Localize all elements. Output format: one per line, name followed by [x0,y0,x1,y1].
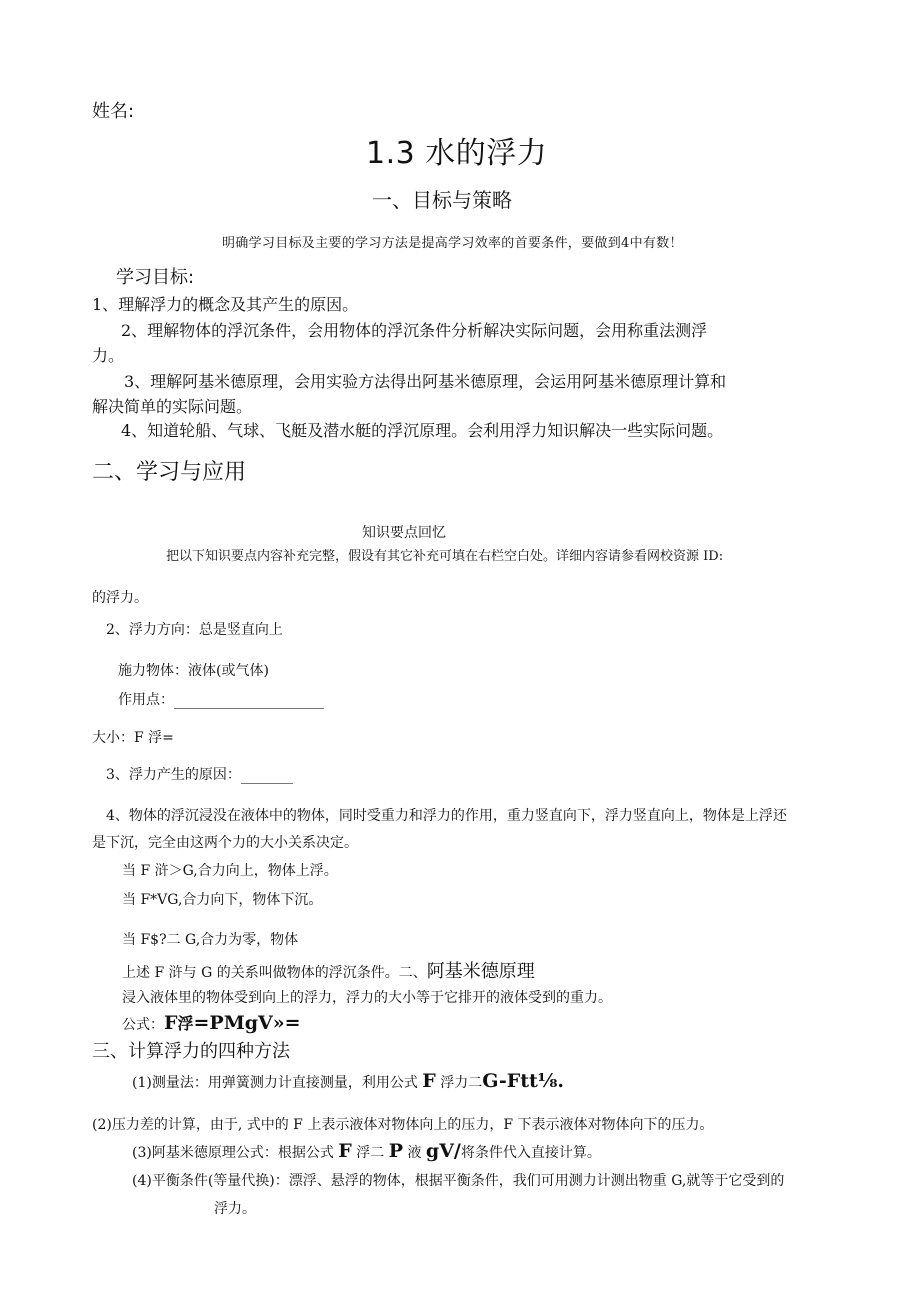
buoyancy-line: 的浮力。 [92,590,148,606]
section1-title: 一、目标与策略 [372,188,512,212]
cause-label: 3、浮力产生的原因： [106,767,241,783]
intro-note: 明确学习目标及主要的学习方法是提高学习效率的首要条件，要做到4中有数！ [222,236,683,251]
name-label: 姓名: [92,101,135,122]
method-3-p: P [388,1140,403,1162]
method-1-text: (1)测量法：用弹簧测力计直接测量，利用公式 [132,1075,418,1091]
case-up: 当 F 浒＞G,合力向上，物体上浮。 [122,863,338,879]
goal-item-2-line2: 力。 [92,346,125,365]
method-4-line2: 浮力。 [214,1201,256,1217]
method-3-tail: 将条件代入直接计算。 [460,1145,601,1161]
relation-line [122,957,535,983]
goal-item-1: 1、理解浮力的概念及其产生的原因。 [92,295,359,314]
method-3-mid1: 浮二 [356,1145,385,1161]
method-1-f: F [422,1070,436,1092]
method-3-gv: gV/ [425,1140,461,1162]
formula-line [122,1011,301,1034]
section2-title: 二、学习与应用 [92,460,247,485]
goal-item-2-line1: 2、理解物体的浮沉条件，会用物体的浮沉条件分析解决实际问题，会用称重法测浮 [121,321,708,340]
method-1 [132,1070,564,1092]
method-3-f: F [338,1140,352,1162]
cause-line [106,764,293,784]
float-sink-line2: 是下沉，完全由这两个力的大小关系决定。 [92,835,358,851]
recall-title: 知识要点回忆 [362,525,446,541]
method-2: (2)压力差的计算，由于, 式中的 F 上表示液体对物体向上的压力，F 下表示液体对物体向下的压力。 [92,1117,714,1133]
recall-note: 把以下知识要点内容补充完整，假设有其它补充可填在右栏空白处。详细内容请参看网校资源 ID: [166,549,724,564]
goal-item-3-line2: 解决简单的实际问题。 [92,397,253,416]
archimedes-title: 阿基米德原理 [426,961,535,982]
force-object-line: 施力物体：液体(或气体) [118,663,269,679]
goal-item-4: 4、知道轮船、气球、飞艇及潜水艇的浮沉原理。会利用浮力知识解决一些实际问题。 [121,421,724,440]
formula-label: 公式： [122,1017,164,1033]
action-point-label: 作用点： [118,692,174,708]
method-3-mid2: 液 [407,1145,422,1161]
formula-tail: =PMgV»= [193,1012,301,1034]
archimedes-text: 浸入液体里的物体受到向上的浮力，浮力的大小等于它排开的液体受到的重力。 [122,990,612,1006]
case-equal: 当 F$?二 G,合力为零，物体 [122,932,299,948]
formula-mid: 浮 [177,1014,194,1033]
method-1-tail: G-Ftt⅛. [482,1070,565,1092]
formula-f: F [164,1012,178,1034]
method-3-text: (3)阿基米德原理公式：根据公式 [132,1145,334,1161]
cause-blank[interactable] [241,769,293,784]
case-down: 当 F*VG,合力向下，物体下沉。 [122,892,323,908]
relation-text: 上述 F 浒与 G 的关系叫做物体的浮沉条件。二、 [122,965,427,981]
goal-item-3-line1: 3、理解阿基米德原理，会用实验方法得出阿基米德原理，会运用阿基米德原理计算和 [124,372,727,391]
float-sink-line1: 4、物体的浮沉浸没在液体中的物体，同时受重力和浮力的作用，重力竖直向下，浮力竖直向上，物体是上浮还 [106,808,787,824]
method-3 [132,1140,601,1162]
method-4-line1: (4)平衡条件(等量代换)：漂浮、悬浮的物体，根据平衡条件，我们可用测力计测出物重 G,就等于它受到的 [132,1173,785,1189]
method-1-mid: 浮力二 [440,1075,483,1091]
goals-heading: 学习目标: [116,267,195,288]
section3-title: 三、计算浮力的四种方法 [92,1041,290,1062]
direction-line: 2、浮力方向：总是竖直向上 [106,622,283,638]
page-title: 1.3 水的浮力 [366,136,548,171]
action-point-blank[interactable] [174,694,324,709]
action-point-line [118,689,324,709]
magnitude-line: 大小：F 浮= [92,730,174,746]
